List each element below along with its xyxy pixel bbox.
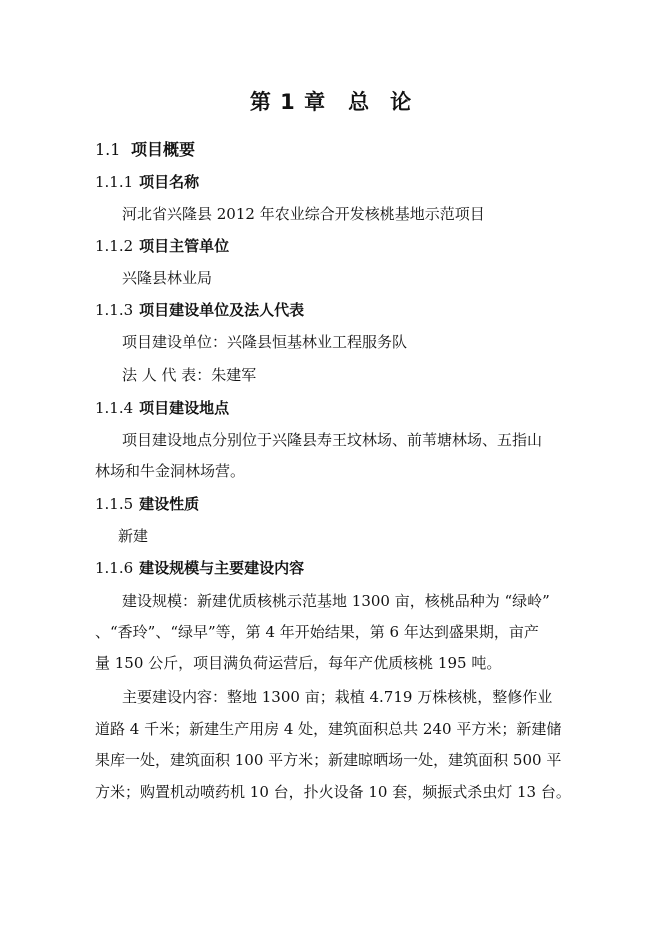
section-number: 1.1 — [95, 140, 121, 159]
main-content-text-line-1: 主要建设内容：整地 1300 亩；栽植 4.719 万株核桃，整修作业 — [122, 688, 553, 706]
section-heading-1-1 — [95, 137, 195, 160]
subsection-number: 1.1.1 — [95, 173, 134, 191]
subsection-heading-1-1-3 — [95, 299, 304, 320]
scale-text-line-2: 、“香玲”、“绿早”等，第 4 年开始结果，第 6 年达到盛果期，亩产 — [95, 623, 539, 641]
scale-text-line-1: 建设规模：新建优质核桃示范基地 1300 亩，核桃品种为 “绿岭” — [122, 592, 550, 610]
construction-unit-text: 项目建设单位：兴隆县恒基林业工程服务队 — [122, 333, 408, 351]
chapter-number: 第 1 章 — [249, 90, 327, 114]
subsection-title: 建设规模与主要建设内容 — [139, 559, 305, 577]
subsection-number: 1.1.2 — [95, 237, 134, 255]
subsection-title: 项目名称 — [139, 173, 200, 191]
subsection-number: 1.1.3 — [95, 301, 134, 319]
subsection-title: 项目主管单位 — [139, 237, 230, 255]
subsection-number: 1.1.4 — [95, 399, 134, 417]
subsection-title: 项目建设地点 — [139, 399, 230, 417]
subsection-title: 建设性质 — [139, 495, 200, 513]
chapter-title-char-2: 论 — [390, 90, 413, 114]
legal-representative-text: 法 人 代 表：朱建军 — [122, 366, 257, 384]
subsection-heading-1-1-5 — [95, 493, 199, 514]
chapter-title-char-1: 总 — [348, 90, 371, 114]
subsection-heading-1-1-4 — [95, 397, 229, 418]
subsection-number: 1.1.6 — [95, 559, 134, 577]
subsection-title: 项目建设单位及法人代表 — [139, 301, 305, 319]
project-name-text: 河北省兴隆县 2012 年农业综合开发核桃基地示范项目 — [122, 205, 485, 223]
main-content-text-line-3: 果库一处，建筑面积 100 平方米；新建晾晒场一处，建筑面积 500 平 — [95, 751, 562, 769]
subsection-heading-1-1-6 — [95, 557, 304, 578]
subsection-heading-1-1-1 — [95, 171, 199, 192]
main-content-text-line-4: 方米；购置机动喷药机 10 台，扑火设备 10 套，频振式杀虫灯 13 台。 — [95, 783, 571, 801]
main-content-text-line-2: 道路 4 千米；新建生产用房 4 处，建筑面积总共 240 平方米；新建储 — [95, 720, 562, 738]
chapter-title — [0, 86, 662, 116]
scale-text-line-3: 量 150 公斤，项目满负荷运营后，每年产优质核桃 195 吨。 — [95, 654, 502, 672]
supervising-unit-text: 兴隆县林业局 — [122, 269, 213, 287]
location-text-line-2: 林场和牛金洞林场营。 — [95, 462, 246, 480]
subsection-number: 1.1.5 — [95, 495, 134, 513]
section-title: 项目概要 — [131, 140, 196, 159]
construction-nature-text: 新建 — [118, 527, 149, 545]
location-text-line-1: 项目建设地点分别位于兴隆县寿王坟林场、前苇塘林场、五指山 — [122, 431, 543, 449]
subsection-heading-1-1-2 — [95, 235, 229, 256]
